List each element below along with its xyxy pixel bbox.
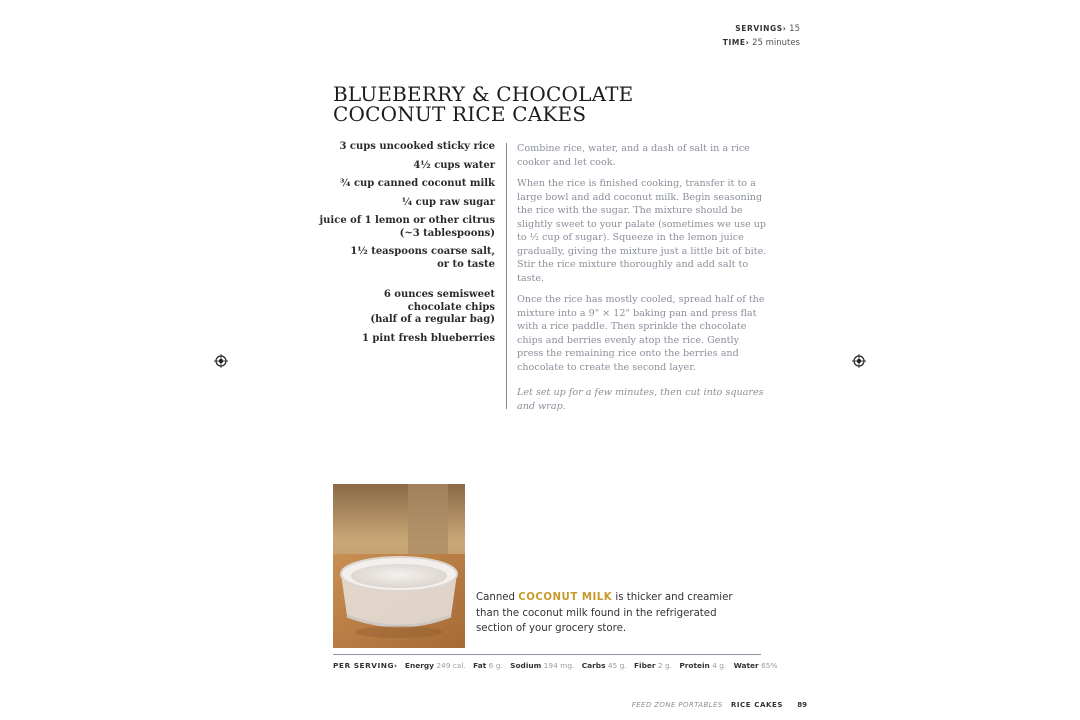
caption-text-post: is thicker and creamier than the coconut milk found in the refrigerated section of your grocery store.: [476, 592, 733, 634]
page-footer: [632, 701, 807, 709]
recipe-title-line-2: COCONUT RICE CAKES: [333, 102, 587, 126]
servings-value: 15: [789, 24, 800, 34]
ingredient-list: [315, 141, 495, 351]
ingredient-item: ¼ cup raw sugar: [401, 196, 495, 208]
caption-highlight: COCONUT MILK: [518, 592, 613, 603]
instruction-step: Combine rice, water, and a dash of salt in a rice cooker and let cook.: [517, 143, 750, 168]
column-divider: [506, 143, 507, 409]
registration-mark-icon: [852, 354, 866, 368]
nutrition-label: Protein: [679, 661, 710, 670]
instruction-step: When the rice is finished cooking, transfer it to a large bowl and add coconut milk. Begin seasoning the rice with the sugar. The mixture should be slightly sweet to your palate (sometimes we use up to ½ cup of sugar). Squeeze in the lemon juice gradually, giving the mixture just a little bit of bite. Stir the rice mixture thoroughly and add salt to taste.: [517, 178, 767, 284]
footer-section: RICE CAKES: [730, 701, 784, 709]
nutrition-value: 2 g.: [657, 661, 672, 670]
instructions: [517, 142, 767, 421]
registration-mark-icon: [214, 354, 228, 368]
time-value: 25 minutes: [752, 38, 800, 48]
caption-text-pre: Canned: [476, 592, 519, 603]
ingredient-item: 3 cups uncooked sticky rice: [339, 141, 495, 152]
ingredient-item: 6 ounces semisweet chocolate chips (half of a regular bag): [370, 289, 495, 325]
nutrition-value: 4 g.: [712, 661, 727, 670]
nutrition-value: 45 g.: [607, 661, 627, 670]
servings-line: [723, 22, 800, 36]
instruction-note: Let set up for a few minutes, then cut into squares and wrap.: [517, 387, 764, 412]
recipe-meta: [723, 22, 800, 50]
time-line: [723, 36, 800, 50]
nutrition-label: Fiber: [634, 661, 656, 670]
ingredient-item: 1½ teaspoons coarse salt, or to taste: [350, 246, 495, 270]
ingredient-item: juice of 1 lemon or other citrus (~3 tablespoons): [319, 215, 495, 239]
servings-label: SERVINGS›: [735, 24, 787, 33]
nutrition-rule: [333, 654, 761, 655]
photo-caption: [476, 590, 736, 637]
coconut-milk-photo: [333, 484, 465, 648]
footer-book-title: FEED ZONE PORTABLES: [631, 701, 723, 709]
nutrition-value: 249 cal.: [436, 661, 466, 670]
nutrition-label: Fat: [473, 661, 487, 670]
ingredient-item: 4½ cups water: [413, 159, 495, 171]
ingredient-item: 1 pint fresh blueberries: [361, 332, 495, 344]
nutrition-value: 194 mg.: [543, 661, 575, 670]
time-label: TIME›: [722, 38, 750, 47]
nutrition-header: PER SERVING›: [333, 661, 398, 670]
nutrition-label: Energy: [404, 661, 434, 670]
page-number: 89: [797, 701, 807, 709]
instruction-step: Once the rice has mostly cooled, spread half of the mixture into a 9" × 12" baking pan and press flat with a rice paddle. Then sprinkle the chocolate chips and berries evenly atop the rice. Gently press the remaining rice onto the berries and chocolate to create the second layer.: [517, 294, 765, 373]
coconut-milk-illustration: [333, 484, 465, 648]
nutrition-label: Sodium: [510, 661, 542, 670]
nutrition-value: 65%: [761, 661, 778, 670]
recipe-title: [333, 84, 753, 124]
nutrition-label: Water: [733, 661, 759, 670]
nutrition-label: Carbs: [581, 661, 606, 670]
nutrition-facts: [333, 661, 778, 670]
recipe-title-line-1: BLUEBERRY & CHOCOLATE: [333, 82, 634, 106]
ingredient-item: ¾ cup canned coconut milk: [340, 178, 495, 189]
nutrition-value: 6 g.: [488, 661, 503, 670]
